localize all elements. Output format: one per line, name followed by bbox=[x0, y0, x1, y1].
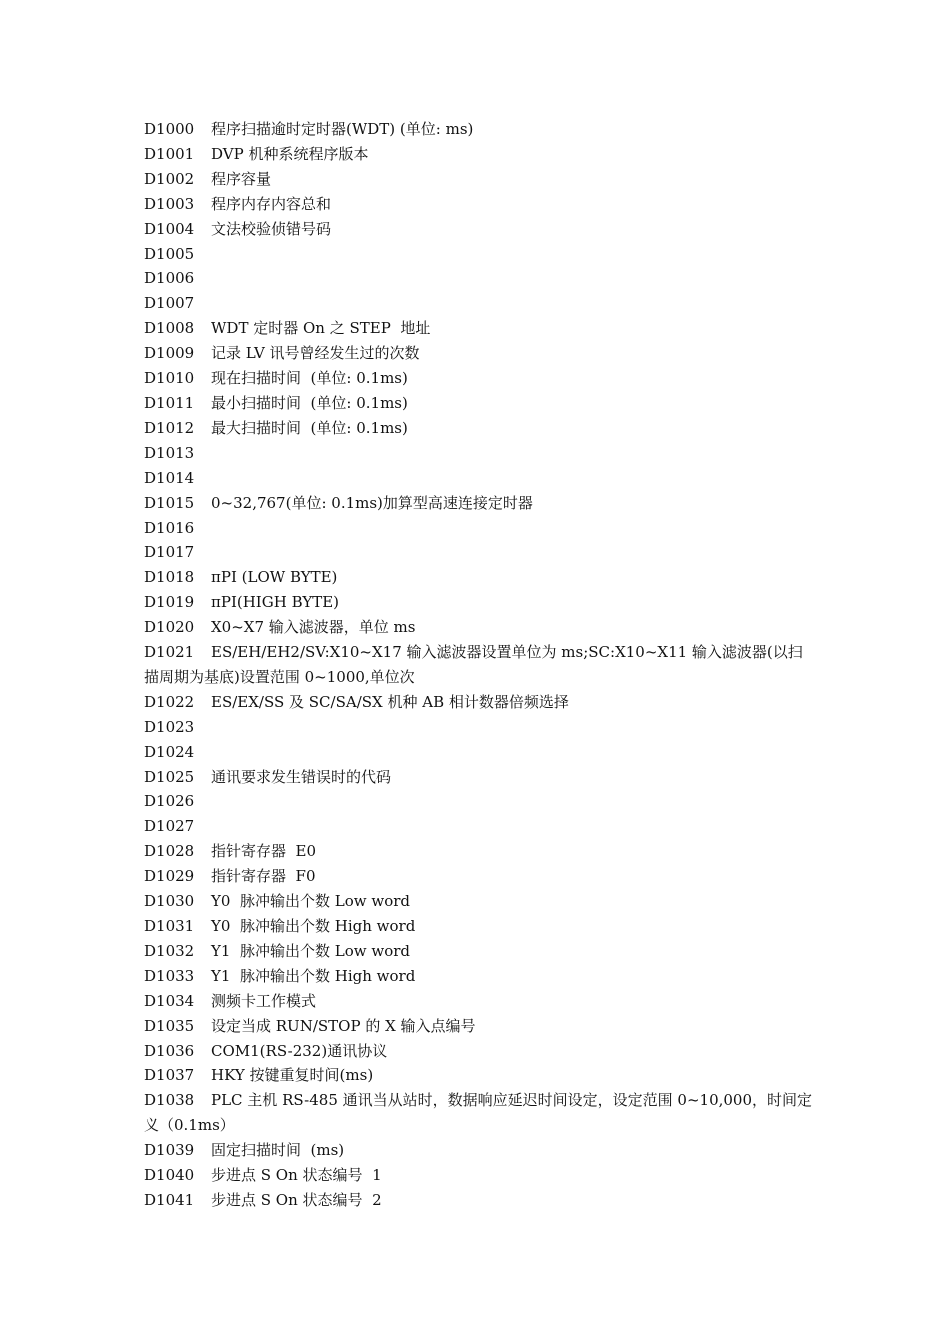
register-code: D1013 bbox=[144, 443, 195, 462]
register-description: 通讯要求发生错误时的代码 bbox=[211, 767, 392, 786]
register-code: D1006 bbox=[144, 269, 195, 288]
register-description: 测频卡工作模式 bbox=[211, 991, 317, 1010]
register-description: 记录 LV 讯号曾经发生过的次数 bbox=[211, 344, 420, 363]
register-row bbox=[144, 366, 814, 391]
register-row bbox=[144, 441, 814, 466]
register-row bbox=[144, 789, 814, 814]
register-code: D1018 bbox=[144, 568, 195, 587]
register-description: πPI(HIGH BYTE) bbox=[211, 593, 340, 612]
register-row bbox=[144, 1014, 814, 1039]
register-row bbox=[144, 142, 814, 167]
register-code: D1037 bbox=[144, 1066, 195, 1085]
register-description: HKY 按键重复时间(ms) bbox=[211, 1066, 374, 1085]
register-code: D1027 bbox=[144, 817, 195, 836]
register-code: D1009 bbox=[144, 344, 195, 363]
register-row bbox=[144, 1138, 814, 1163]
register-code: D1015 bbox=[144, 493, 195, 512]
register-code: D1031 bbox=[144, 917, 195, 935]
register-description: Y0 脉冲输出个数 High word bbox=[211, 917, 416, 935]
register-row bbox=[144, 1163, 814, 1188]
register-row bbox=[144, 1188, 814, 1213]
register-code: D1030 bbox=[144, 892, 195, 911]
register-row bbox=[144, 516, 814, 541]
register-code: D1004 bbox=[144, 219, 195, 238]
register-description: 程序内存内容总和 bbox=[211, 194, 332, 213]
register-code: D1020 bbox=[144, 618, 195, 637]
register-code: D1032 bbox=[144, 941, 195, 960]
register-code: D1025 bbox=[144, 767, 195, 786]
register-row bbox=[144, 889, 814, 914]
register-code: D1024 bbox=[144, 742, 195, 761]
register-code: D1011 bbox=[144, 393, 195, 412]
register-row bbox=[144, 565, 814, 590]
register-row bbox=[144, 1039, 814, 1064]
register-row bbox=[144, 316, 814, 341]
register-row bbox=[144, 491, 814, 516]
register-description: Y1 脉冲输出个数 Low word bbox=[211, 941, 410, 960]
register-row bbox=[144, 640, 814, 690]
register-row bbox=[144, 615, 814, 640]
register-description: 指针寄存器 E0 bbox=[211, 842, 317, 861]
register-code: D1035 bbox=[144, 1016, 195, 1035]
register-row bbox=[144, 590, 814, 615]
register-code: D1005 bbox=[144, 244, 195, 263]
register-code: D1021 bbox=[144, 643, 195, 662]
register-description: DVP 机种系统程序版本 bbox=[211, 144, 369, 163]
register-code: D1001 bbox=[144, 144, 195, 163]
register-row bbox=[144, 914, 814, 939]
register-description: 固定扫描时间 (ms) bbox=[211, 1141, 345, 1160]
register-row bbox=[144, 391, 814, 416]
register-description: 指针寄存器 F0 bbox=[211, 867, 316, 886]
register-code: D1007 bbox=[144, 294, 195, 313]
register-description: 文法校验侦错号码 bbox=[211, 219, 332, 238]
register-description: PLC 主机 RS-485 通讯当从站时，数据响应延迟时间设定，设定范围 0~10,000，时间定义（0.1ms） bbox=[144, 1091, 813, 1135]
register-row bbox=[144, 814, 814, 839]
register-code: D1016 bbox=[144, 518, 195, 537]
register-description: πPI (LOW BYTE) bbox=[211, 568, 338, 587]
register-row bbox=[144, 864, 814, 889]
register-list bbox=[144, 117, 814, 1213]
register-row bbox=[144, 291, 814, 316]
register-row bbox=[144, 242, 814, 267]
register-description: 最小扫描时间 (单位: 0.1ms) bbox=[211, 393, 408, 412]
register-description: 0~32,767(单位: 0.1ms)加算型高速连接定时器 bbox=[211, 493, 533, 512]
register-code: D1040 bbox=[144, 1166, 195, 1185]
register-row bbox=[144, 1088, 814, 1138]
register-description: ES/EH/EH2/SV:X10~X17 输入滤波器设置单位为 ms;SC:X10~X11 输入滤波器(以扫描周期为基底)设置范围 0~1000,单位次 bbox=[144, 643, 803, 686]
register-row bbox=[144, 989, 814, 1014]
register-description: 设定当成 RUN/STOP 的 X 输入点编号 bbox=[211, 1016, 476, 1035]
register-description: ES/EX/SS 及 SC/SA/SX 机种 AB 相计数器倍频选择 bbox=[211, 692, 569, 711]
register-code: D1023 bbox=[144, 717, 195, 736]
register-row bbox=[144, 416, 814, 441]
register-row bbox=[144, 466, 814, 491]
register-code: D1000 bbox=[144, 120, 195, 138]
register-code: D1036 bbox=[144, 1041, 195, 1060]
register-code: D1022 bbox=[144, 692, 195, 711]
register-description: 最大扫描时间 (单位: 0.1ms) bbox=[211, 418, 408, 437]
register-code: D1033 bbox=[144, 966, 195, 985]
register-row bbox=[144, 765, 814, 790]
register-code: D1041 bbox=[144, 1190, 195, 1209]
register-description: Y1 脉冲输出个数 High word bbox=[211, 966, 416, 985]
register-row bbox=[144, 117, 814, 142]
register-description: 程序容量 bbox=[211, 169, 272, 188]
register-row bbox=[144, 167, 814, 192]
register-code: D1029 bbox=[144, 867, 195, 886]
register-code: D1014 bbox=[144, 468, 195, 487]
register-code: D1008 bbox=[144, 319, 195, 338]
register-code: D1010 bbox=[144, 369, 195, 388]
register-description: 程序扫描逾时定时器(WDT) (单位: ms) bbox=[211, 120, 474, 138]
register-row bbox=[144, 1063, 814, 1088]
register-row bbox=[144, 740, 814, 765]
register-row bbox=[144, 939, 814, 964]
register-row bbox=[144, 690, 814, 715]
register-description: WDT 定时器 On 之 STEP 地址 bbox=[211, 319, 431, 338]
register-row bbox=[144, 266, 814, 291]
register-row bbox=[144, 715, 814, 740]
register-row bbox=[144, 341, 814, 366]
register-code: D1012 bbox=[144, 418, 195, 437]
register-code: D1003 bbox=[144, 194, 195, 213]
register-row bbox=[144, 964, 814, 989]
register-code: D1019 bbox=[144, 593, 195, 612]
register-description: 现在扫描时间 (单位: 0.1ms) bbox=[211, 369, 408, 388]
register-description: 步进点 S On 状态编号 1 bbox=[211, 1166, 382, 1185]
register-description: COM1(RS-232)通讯协议 bbox=[211, 1041, 388, 1060]
register-row bbox=[144, 540, 814, 565]
register-code: D1017 bbox=[144, 543, 195, 562]
register-description: 步进点 S On 状态编号 2 bbox=[211, 1190, 382, 1209]
register-code: D1034 bbox=[144, 991, 195, 1010]
register-code: D1039 bbox=[144, 1141, 195, 1160]
register-code: D1026 bbox=[144, 792, 195, 811]
register-code: D1002 bbox=[144, 169, 195, 188]
register-row bbox=[144, 217, 814, 242]
register-row bbox=[144, 839, 814, 864]
register-description: X0~X7 输入滤波器，单位 ms bbox=[211, 618, 416, 637]
register-description: Y0 脉冲输出个数 Low word bbox=[211, 892, 410, 911]
register-code: D1028 bbox=[144, 842, 195, 861]
register-row bbox=[144, 192, 814, 217]
register-code: D1038 bbox=[144, 1091, 195, 1110]
